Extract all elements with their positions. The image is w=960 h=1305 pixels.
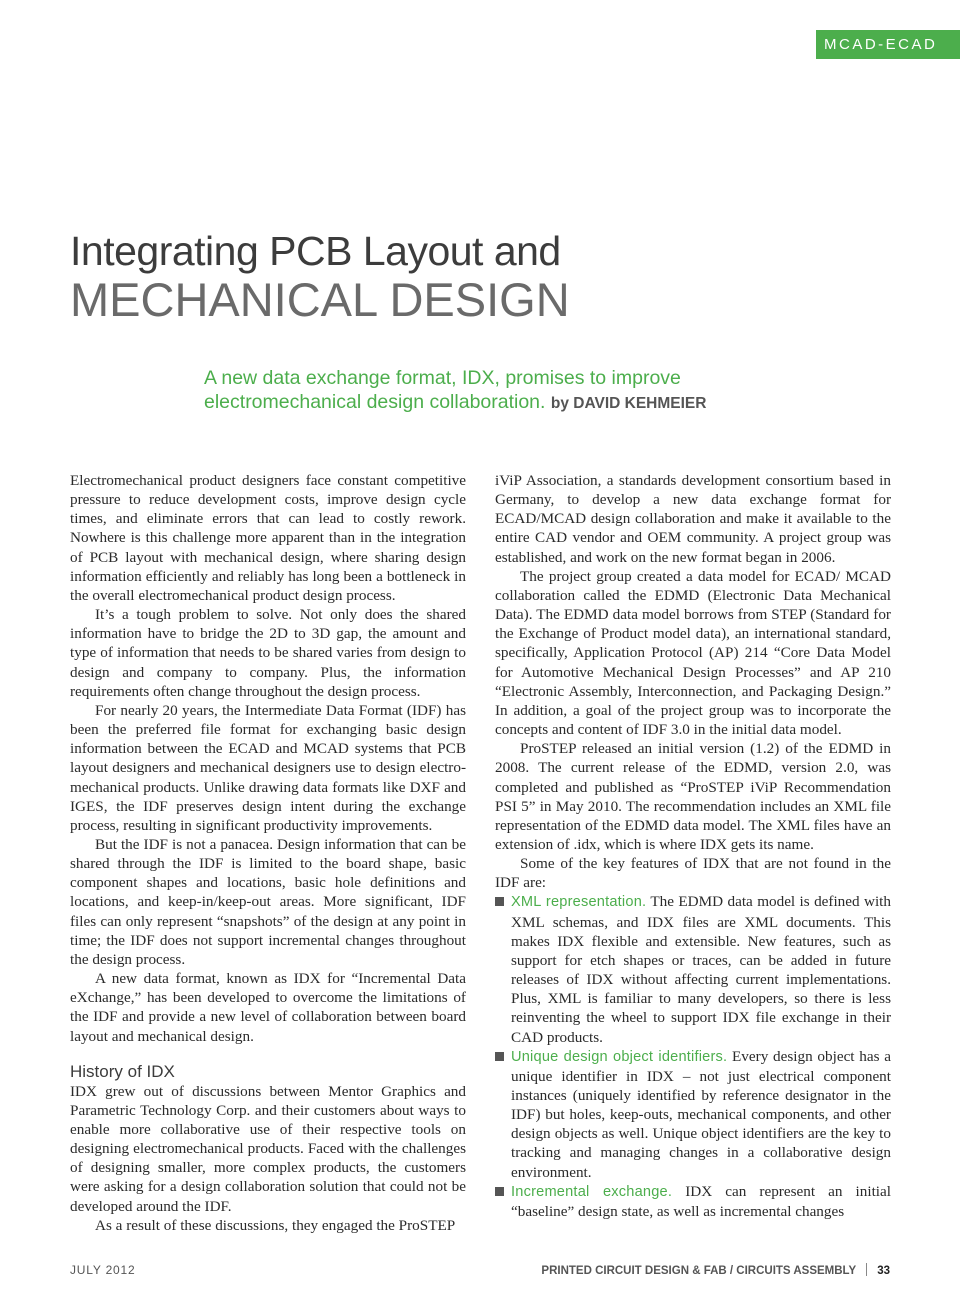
left-paragraph-6: IDX grew out of discussions between Mentor Graphics and Parametric Technology Corp. and their customers about ways to enable more collaborative use of their respective tools on designing electromechanical products. Faced with the challenges of designing smaller, more complex products, the customers were asking for a design collaboration solution that could not be developed around the IDF.: [70, 1082, 466, 1215]
left-column: [70, 471, 466, 1235]
footer-date: JULY 2012: [70, 1263, 136, 1277]
feature-bullet: [495, 1182, 891, 1221]
bullet-term: Unique design object identifiers.: [511, 1048, 728, 1065]
right-paragraph-1: iViP Association, a standards development consortium based in Germany, to develop a new data exchange format for ECAD/MCAD design collaboration and make it available to the entire CAD vendor and OEM community. A project group was established, and work on the new format began in 2006.: [495, 472, 891, 566]
article-title-line2: MECHANICAL DESIGN: [70, 273, 570, 326]
section-heading-history: History of IDX: [70, 1061, 175, 1081]
bullet-term: Incremental exchange.: [511, 1183, 673, 1200]
subtitle-text: A new data exchange format, IDX, promises to improve electromechanical design collaboration.: [204, 367, 681, 413]
bullet-term: XML representation.: [511, 894, 647, 911]
publication-name: PRINTED CIRCUIT DESIGN & FAB / CIRCUITS ASSEMBLY: [541, 1265, 857, 1277]
bullet-square-icon: [495, 1052, 504, 1061]
right-paragraph-2: The project group created a data model for ECAD/ MCAD collaboration called the EDMD (Electronic Data Mechanical Data). The EDMD data model borrows from STEP (Standard for the Exchange of Product model data), an international standard, specifically, Application Protocol (AP) 214 “Core Data Model for Automotive Mechanical Design Processes” and AP 210 “Electronic Assembly, Interconnection, and Packaging Design.” In addition, a goal of the project group was to incorporate the concepts and content of IDF 3.0 in the initial data model.: [495, 567, 891, 739]
section-tag: MCAD-ECAD: [816, 30, 960, 59]
bullet-text: Every design object has a unique identifier in IDX – not just electrical component instances (uniquely identified by reference designator in the IDF) but holes, keep-outs, mechanical components, and other design objects as well. Unique object identifiers are the key to tracking and managing changes in a collaborative design environment.: [511, 1047, 891, 1181]
feature-bullet: [495, 1047, 891, 1182]
feature-bullet: [495, 892, 891, 1046]
bullet-square-icon: [495, 1187, 504, 1196]
page-number: 33: [877, 1265, 890, 1277]
left-paragraph-4: But the IDF is not a panacea. Design information that can be shared through the IDF is limited to the board shape, basic component shapes and locations, basic hole definitions and locations, and keep-in/keep-out areas. More significant, IDF files can only represent “snapshots” of the design at any point in time; the IDF does not support incremental changes throughout the design process.: [70, 835, 466, 968]
footer-publication: [541, 1263, 890, 1277]
bullet-square-icon: [495, 897, 504, 906]
bullet-text: IDX can represent an initial “baseline” design state, as well as incremental changes: [511, 1182, 891, 1220]
left-paragraph-2: It’s a tough problem to solve. Not only does the shared information have to bridge the 2D to 3D gap, the amount and type of information that needs to be shared varies from design to design and company to company. Plus, the information requirements often change throughout the design process.: [70, 606, 466, 700]
right-paragraph-4: Some of the key features of IDX that are not found in the IDF are:: [495, 855, 891, 892]
footer-divider: [866, 1263, 867, 1276]
bullet-text: The EDMD data model is defined with XML schemas, and IDX files are XML documents. This makes IDX flexible and extensible. New features, such as support for etch shapes or traces, can be added in future releases of IDX without affecting current implementations. Plus, XML is familiar to many developers, so there is less reinventing the wheel to support IDX file exchange in their CAD products.: [511, 893, 891, 1046]
left-paragraph-1: Electromechanical product designers face constant competitive pressure to reduce development costs, improve design cycle times, and eliminate errors that can lead to costly rework. Nowhere is this challenge more apparent than in the integration of PCB layout with mechanical design, where sharing design information efficiently and reliably has long been a bottleneck in the overall electromechanical product design process.: [70, 472, 466, 604]
left-paragraph-5: A new data format, known as IDX for “Incremental Data eXchange,” has been developed to overcome the limitations of the IDF and provide a new level of collaboration between board layout and mechanical design.: [70, 970, 466, 1045]
right-column: [495, 471, 891, 1221]
left-paragraph-3: For nearly 20 years, the Intermediate Data Format (IDF) has been the preferred file format for exchanging basic design information between the ECAD and MCAD systems that PCB layout designers and mechanical designers use to design electromechanical products. Unlike drawing data formats like DXF and IGES, the IDF preserves design intent during the exchange process, resulting in significant productivity improvements.: [70, 701, 466, 834]
left-paragraph-7: As a result of these discussions, they engaged the ProSTEP: [95, 1216, 456, 1234]
right-paragraph-3: ProSTEP released an initial version (1.2) of the EDMD in 2008. The current release of the EDMD, version 2.0, was completed and published as “ProSTEP iViP Recommendation PSI 5” in May 2010. The recommendation includes an XML file representation of the EDMD data model. The XML files have an extension of .idx, which is where IDX gets its name.: [495, 740, 891, 853]
article-subtitle: [204, 367, 764, 415]
byline: by DAVID KEHMEIER: [550, 394, 707, 412]
article-title-line1: Integrating PCB Layout and: [70, 228, 561, 274]
